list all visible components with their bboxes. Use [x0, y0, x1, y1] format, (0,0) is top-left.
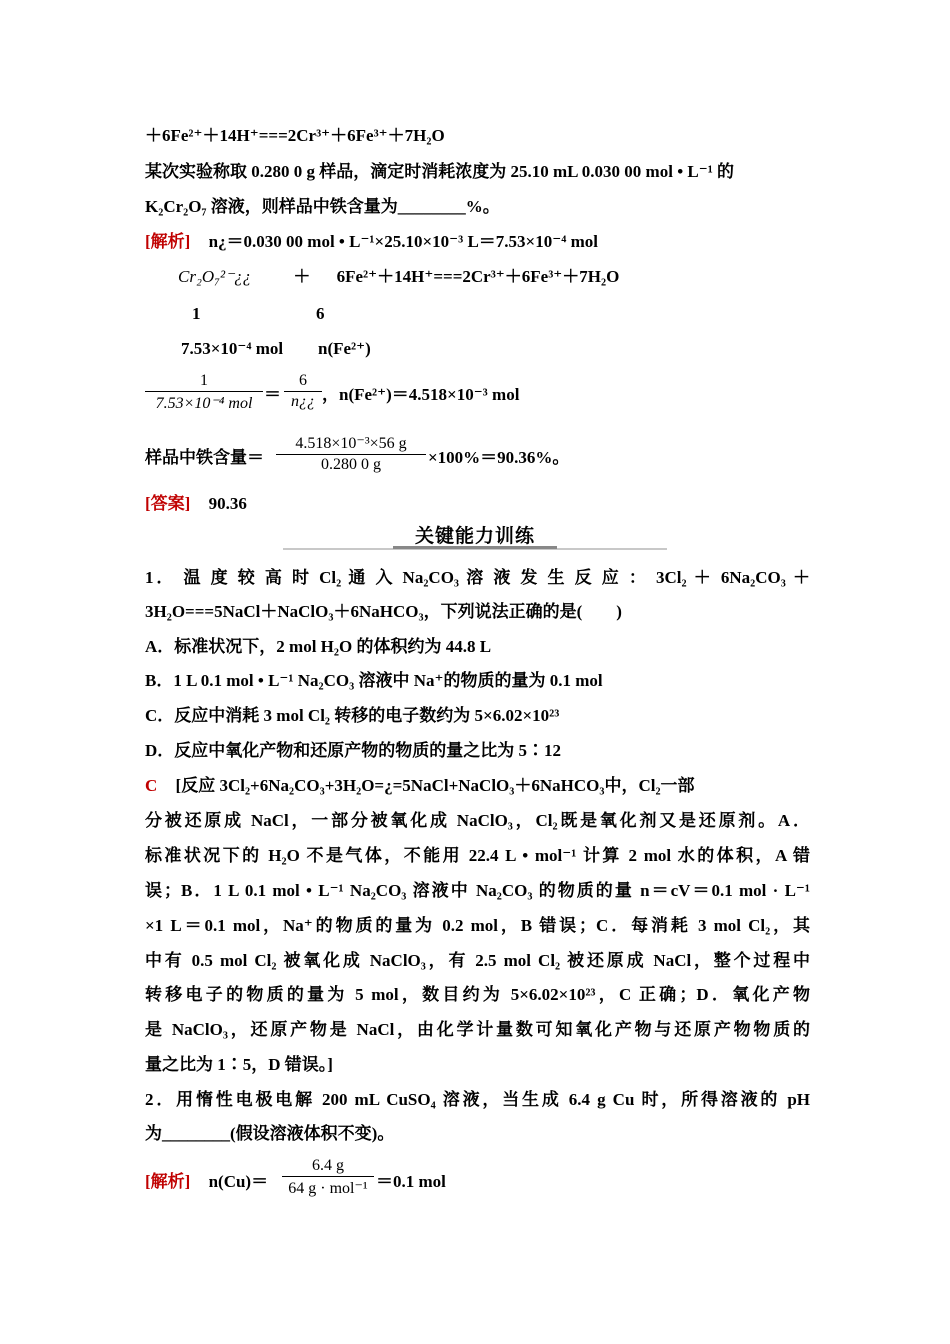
ratio-den-2: n¿¿ — [291, 393, 315, 410]
section-banner — [283, 518, 667, 554]
answer-label: [答案] — [145, 494, 191, 513]
q1-explain-line-2: 分被还原成 NaCl，一部分被氧化成 NaClO₃，Cl₂既是氧化剂又是还原剂。A． — [145, 811, 810, 830]
ratio-fraction-1 — [145, 372, 263, 413]
iron-prefix: 样品中铁含量＝ — [145, 448, 264, 467]
coef-1: 1 — [192, 304, 201, 323]
ratio-result: ，n(Fe²⁺)＝4.518×10⁻³ mol — [322, 385, 520, 404]
amount-1: 7.53×10⁻⁴ mol — [181, 339, 284, 358]
q2-analysis-label: [解析] — [145, 1172, 191, 1191]
q1-explain-line-7: 转移电子的物质的量为 5 mol，数目约为 5×6.02×10²³，C 正确；D．氧化产物 — [145, 985, 810, 1004]
ratio-den-1: 7.53×10⁻⁴ mol — [155, 395, 253, 412]
ratio-fraction-2 — [284, 372, 322, 411]
q1-explain-line-8: 是 NaClO₃，还原产物是 NaCl，由化学计量数可知氧化产物与还原产物物质的 — [145, 1020, 810, 1039]
q1-explain-line-5: ×1 L＝0.1 mol，Na⁺的物质的量为 0.2 mol，B 错误；C．每消耗 3 mol Cl₂，其 — [145, 916, 810, 935]
coef-2: 6 — [316, 304, 325, 323]
q2-n-prefix: n(Cu)＝ — [208, 1172, 269, 1191]
q2-stem-line-1: 2．用惰性电极电解 200 mL CuSO₄ 溶液，当生成 6.4 g Cu 时，所得溶液的 pH — [145, 1090, 810, 1109]
reaction-row — [178, 265, 843, 289]
equation-line: ＋6Fe²⁺＋14H⁺===2Cr³⁺＋6Fe³⁺＋7H₂O — [145, 126, 445, 145]
question-line-1: 某次实验称取 0.280 0 g 样品，滴定时消耗浓度为 25.10 mL 0.030 00 mol • L⁻¹ 的 — [145, 162, 735, 181]
analysis-row-1 — [145, 230, 810, 254]
answer-value: 90.36 — [208, 494, 247, 513]
q1-stem-line-1: 1． 温 度 较 高 时 Cl₂ 通 入 Na₂CO₃ 溶 液 发 生 反 应 ： 3Cl₂ ＋ 6Na₂CO₃ ＋ — [145, 568, 810, 587]
q1-explain-row-1 — [145, 774, 810, 798]
q1-option-c: C．反应中消耗 3 mol Cl₂ 转移的电子数约为 5×6.02×10²³ — [145, 706, 560, 725]
amount-2: n(Fe²⁺) — [318, 339, 371, 358]
q1-answer-letter: C — [145, 776, 158, 795]
ratio-equals: ＝ — [264, 385, 281, 404]
analysis-label: [解析] — [145, 232, 191, 251]
fraction-bar — [282, 1176, 374, 1177]
banner-rule-accent — [393, 546, 557, 549]
banner-title: 关键能力训练 — [414, 525, 535, 547]
q2-n-fraction — [282, 1157, 374, 1198]
q1-option-a: A．标准状况下，2 mol H₂O 的体积约为 44.8 L — [145, 637, 492, 656]
iron-fraction — [276, 433, 426, 474]
iron-suffix: ×100%＝90.36%。 — [428, 448, 570, 467]
q1-explain-line-4: 误；B．1 L 0.1 mol • L⁻¹ Na₂CO₃ 溶液中 Na₂CO₃ 的物质的量 n＝cV＝0.1 mol · L⁻¹ — [145, 881, 810, 900]
q1-explain-line-3: 标准状况下的 H₂O 不是气体，不能用 22.4 L • mol⁻¹ 计算 2 mol 水的体积，A 错 — [145, 846, 810, 865]
fraction-bar — [276, 454, 426, 455]
fraction-bar — [145, 391, 263, 392]
q2-analysis-row — [145, 1170, 268, 1194]
q2-n-suffix: ＝0.1 mol — [376, 1172, 446, 1191]
q1-option-d: D．反应中氧化产物和还原产物的物质的量之比为 5∶12 — [145, 741, 562, 760]
iron-den: 0.280 0 g — [321, 456, 381, 473]
fraction-bar — [284, 391, 322, 392]
q1-explain-line-1: [反应 3Cl₂+6Na₂CO₃+3H₂O=¿=5NaCl+NaClO₃＋6NaHCO₃中，Cl₂一部 — [175, 776, 695, 795]
answer-row — [145, 492, 810, 516]
reaction-plus: ＋ — [293, 267, 311, 286]
question-line-2: K₂Cr₂O₇ 溶液，则样品中铁含量为________%。 — [145, 197, 500, 216]
ratio-num-1: 1 — [200, 372, 208, 389]
reaction-right: 6Fe²⁺＋14H⁺===2Cr³⁺＋6Fe³⁺＋7H₂O — [336, 267, 620, 286]
q2-n-den: 64 g · mol⁻¹ — [288, 1180, 368, 1197]
analysis-line-1: n¿＝0.030 00 mol • L⁻¹×25.10×10⁻³ L＝7.53×10⁻⁴ mol — [208, 232, 598, 251]
q1-stem-line-2: 3H₂O===5NaCl＋NaClO₃＋6NaHCO₃，下列说法正确的是( ) — [145, 602, 622, 621]
ratio-num-2: 6 — [299, 372, 307, 389]
q1-option-b: B．1 L 0.1 mol • L⁻¹ Na₂CO₃ 溶液中 Na⁺的物质的量为 0.1 mol — [145, 671, 603, 690]
q1-explain-line-6: 中有 0.5 mol Cl₂ 被氧化成 NaClO₃，有 2.5 mol Cl₂ 被还原成 NaCl，整个过程中 — [145, 951, 810, 970]
q1-explain-line-9: 量之比为 1∶5，D 错误。] — [145, 1055, 333, 1074]
dichromate-species: Cr₂O₇²⁻¿¿ — [178, 267, 252, 286]
q2-stem-line-2: 为________(假设溶液体积不变)。 — [145, 1124, 395, 1143]
iron-num: 4.518×10⁻³×56 g — [295, 435, 407, 452]
q2-n-num: 6.4 g — [312, 1157, 344, 1174]
